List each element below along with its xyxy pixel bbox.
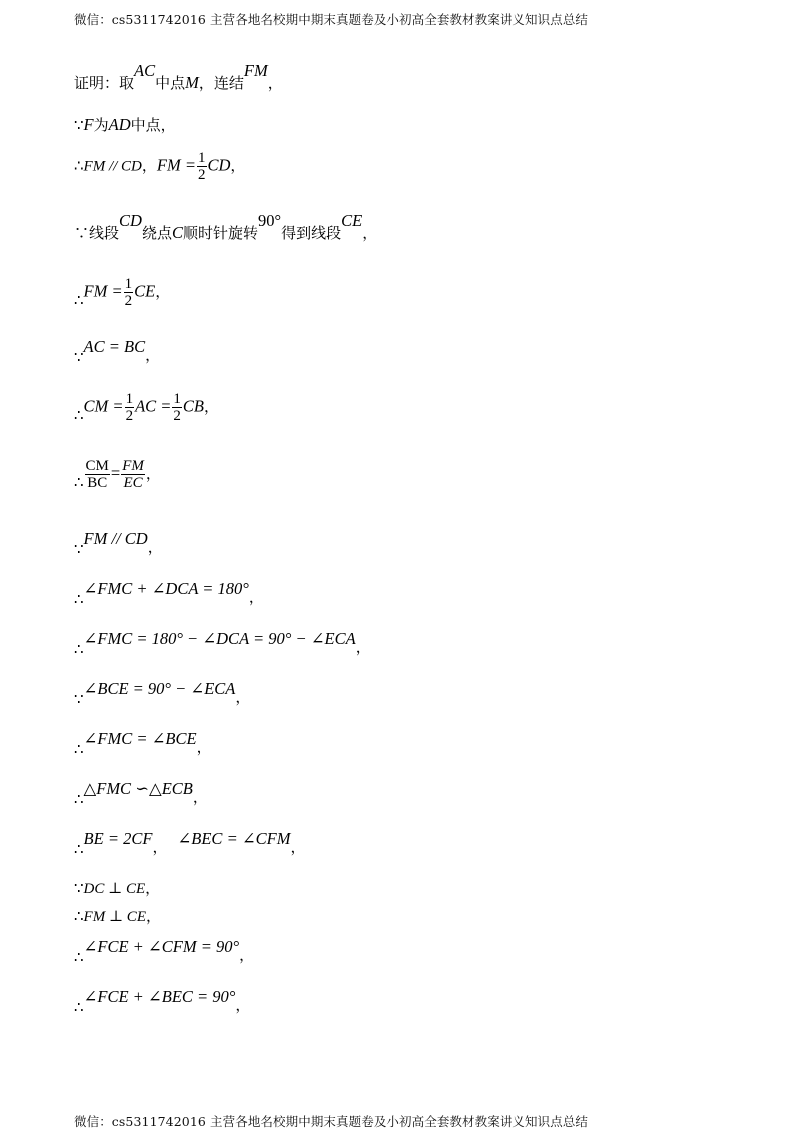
math: FM ⊥ CE xyxy=(83,909,146,925)
therefore-symbol: ∴ xyxy=(74,998,84,1016)
fraction xyxy=(197,150,207,183)
text: ， xyxy=(152,838,168,856)
math: CB xyxy=(182,396,204,416)
numerator: 1 xyxy=(125,391,134,407)
text: ， xyxy=(145,346,161,364)
therefore-symbol: ∴ xyxy=(74,290,84,309)
text: ，连结 xyxy=(198,74,244,92)
math: C xyxy=(171,223,183,242)
math: BE = 2CF xyxy=(83,829,153,848)
proof-line-16 xyxy=(74,877,160,898)
therefore-symbol: ∴ xyxy=(74,948,84,966)
math: F xyxy=(83,115,94,134)
proof-line-13 xyxy=(74,728,212,758)
because-symbol: ∵ xyxy=(74,879,84,897)
fraction xyxy=(85,458,110,491)
therefore-symbol: ∴ xyxy=(74,840,84,858)
text: 得到线段 xyxy=(281,224,342,242)
math: CM = xyxy=(83,396,124,416)
denominator: 2 xyxy=(125,408,134,424)
math: CE xyxy=(134,281,156,301)
math: AC xyxy=(134,61,156,80)
text: 证明：取 xyxy=(74,74,135,92)
proof-line-15 xyxy=(74,828,306,858)
proof-line-14 xyxy=(74,778,208,808)
proof-line-18 xyxy=(74,936,255,966)
math: FM // CD xyxy=(83,529,148,548)
math: FM = xyxy=(156,155,196,175)
therefore-symbol: ∴ xyxy=(74,907,84,925)
text: ， xyxy=(145,464,161,483)
text: ， xyxy=(204,397,220,416)
because-symbol: ∵ xyxy=(74,224,90,242)
text: 顺时针旋转 xyxy=(182,224,258,242)
text: ， xyxy=(235,688,251,706)
text: ， xyxy=(290,838,306,856)
fraction xyxy=(172,391,182,424)
therefore-symbol: ∴ xyxy=(74,590,84,608)
math: ∠FMC = 180° − ∠DCA = 90° − ∠ECA xyxy=(83,629,356,648)
therefore-symbol: ∴ xyxy=(74,790,84,808)
math: FM // CD xyxy=(83,158,142,175)
denominator: 2 xyxy=(173,408,181,424)
proof-line-8 xyxy=(74,458,161,491)
therefore-symbol: ∴ xyxy=(74,405,84,424)
denominator: 2 xyxy=(124,293,133,309)
fraction xyxy=(121,458,145,491)
math: M xyxy=(185,73,199,92)
text: ， xyxy=(147,538,163,556)
proof-line-17 xyxy=(74,905,161,926)
page-header: 微信：cs5311742016 主营各地名校期中期末真题卷及小初高全套教材教案讲义知识点总结 xyxy=(74,12,589,27)
therefore-symbol: ∴ xyxy=(74,472,84,491)
text: ， xyxy=(239,946,255,964)
math: CD xyxy=(119,211,142,230)
proof-line-5 xyxy=(74,276,170,309)
math: ∠FCE + ∠BEC = 90° xyxy=(83,987,236,1006)
therefore-symbol: ∴ xyxy=(74,640,84,658)
numerator: 1 xyxy=(198,150,206,166)
proof-line-11 xyxy=(74,628,371,658)
math: DC ⊥ CE xyxy=(83,881,146,897)
text: ， xyxy=(267,74,283,92)
proof-line-1 xyxy=(74,61,283,93)
math: FM = xyxy=(83,281,123,301)
numerator: FM xyxy=(122,458,144,474)
because-symbol: ∵ xyxy=(74,116,84,134)
math: CD xyxy=(207,155,231,175)
text: ， xyxy=(355,638,371,656)
math: CE xyxy=(341,211,363,230)
proof-line-3 xyxy=(74,150,245,183)
math: ∠BCE = 90° − ∠ECA xyxy=(83,679,236,698)
numerator: 1 xyxy=(173,391,181,407)
text: 中点 xyxy=(155,74,186,92)
math: AC = xyxy=(135,396,172,416)
text: 绕点 xyxy=(141,224,172,242)
proof-line-4 xyxy=(74,211,378,243)
math: ∠FCE + ∠CFM = 90° xyxy=(83,937,240,956)
because-symbol: ∵ xyxy=(74,690,84,708)
numerator: 1 xyxy=(124,276,133,292)
page-footer: 微信：cs5311742016 主营各地名校期中期末真题卷及小初高全套教材教案讲义知识点总结 xyxy=(74,1114,589,1129)
fraction xyxy=(125,391,135,424)
text: 线段 xyxy=(89,224,120,242)
text: ， xyxy=(362,224,378,242)
text: ， xyxy=(145,879,161,897)
math: ∠FMC = ∠BCE xyxy=(83,729,197,748)
math: AD xyxy=(108,115,131,134)
proof-line-9 xyxy=(74,528,163,558)
because-symbol: ∵ xyxy=(74,540,84,558)
text: ， xyxy=(248,588,264,606)
therefore-symbol: ∴ xyxy=(74,156,84,175)
because-symbol: ∵ xyxy=(74,348,84,366)
math: = xyxy=(110,463,121,483)
fraction xyxy=(124,276,134,309)
math: 90° xyxy=(258,211,282,230)
text: ， xyxy=(155,282,171,301)
numerator: CM xyxy=(85,458,109,474)
text: 为 xyxy=(93,116,109,134)
text: ， xyxy=(235,996,251,1014)
text: ， xyxy=(230,156,246,175)
proof-line-2 xyxy=(74,114,176,135)
math: FM xyxy=(243,61,268,80)
denominator: EC xyxy=(123,475,143,491)
therefore-symbol: ∴ xyxy=(74,740,84,758)
proof-line-10 xyxy=(74,578,264,608)
math: ∠BEC = ∠CFM xyxy=(177,829,291,848)
denominator: 2 xyxy=(198,167,206,183)
proof-line-7 xyxy=(74,391,219,424)
denominator: BC xyxy=(87,475,108,491)
math: AC = BC xyxy=(83,337,146,356)
proof-line-12 xyxy=(74,678,251,708)
proof-line-6 xyxy=(74,336,161,366)
text: ， xyxy=(145,907,161,925)
text: 中点， xyxy=(130,116,176,134)
math: ∠FMC + ∠DCA = 180° xyxy=(83,579,249,598)
proof-line-19 xyxy=(74,986,251,1016)
text: ， xyxy=(192,788,208,806)
text: ， xyxy=(196,738,212,756)
text: ， xyxy=(141,156,157,175)
math: △FMC ∽△ECB xyxy=(83,779,193,798)
